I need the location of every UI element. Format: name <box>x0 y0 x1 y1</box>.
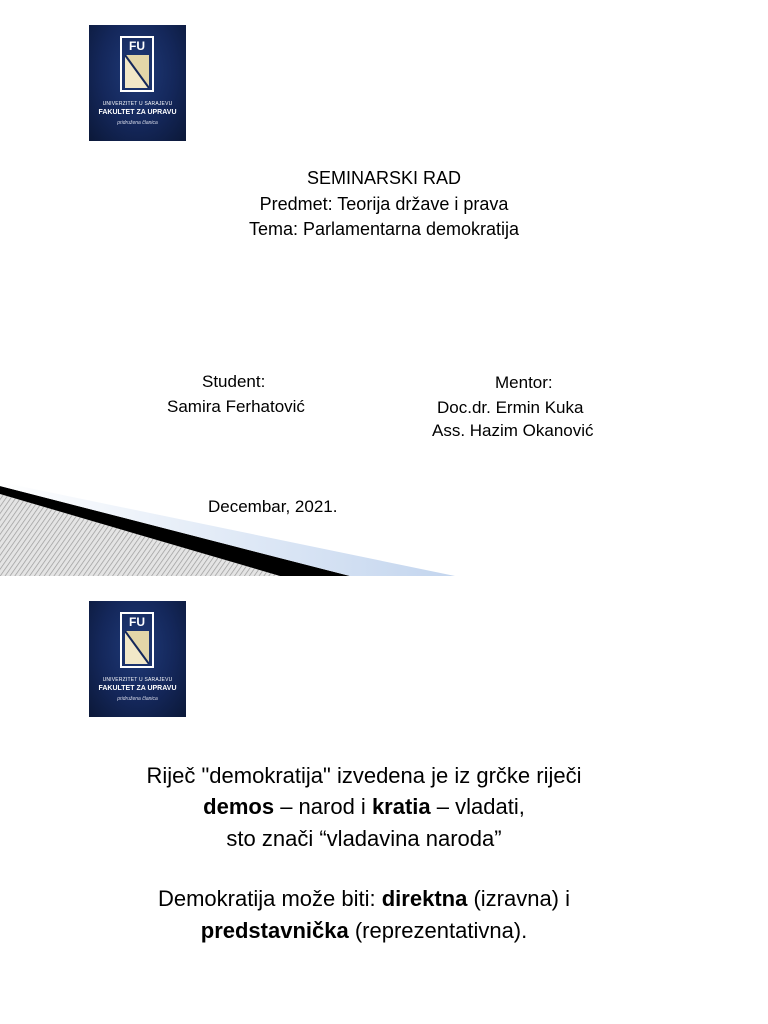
document-title: SEMINARSKI RAD <box>306 168 462 188</box>
definition-line-1: Riječ "demokratija" izvedena je iz grčke riječi <box>146 763 582 788</box>
logo-emblem <box>120 612 154 668</box>
definition-line-2 <box>0 792 728 822</box>
term-direktna: direktna <box>381 886 468 911</box>
logo-panel <box>125 55 149 88</box>
logo-faculty: FAKULTET ZA UPRAVU <box>98 109 177 116</box>
mentor-name: Doc.dr. Ermin Kuka <box>437 398 584 417</box>
mentor-label: Mentor: <box>495 373 553 392</box>
term-kratia: kratia <box>371 794 431 819</box>
types-line-1-end: (izravna) i <box>467 886 571 911</box>
student-name: Samira Ferhatović <box>167 397 305 416</box>
topic-line: Tema: Parlamentarna demokratija <box>248 219 520 239</box>
logo-letters: FU <box>129 39 145 53</box>
types-line-2-end: (reprezentativna). <box>348 918 528 943</box>
faculty-logo <box>89 601 186 717</box>
types-line-1-start: Demokratija može biti: <box>157 886 382 911</box>
definition-line-2-mid: – narod i <box>274 794 372 819</box>
logo-emblem <box>120 36 154 92</box>
logo-university: UNIVERZITET U SARAJEVU <box>102 677 173 683</box>
types-line-1 <box>0 884 728 914</box>
types-line-2 <box>0 916 728 946</box>
logo-subtitle: pridružena članica <box>117 696 158 702</box>
term-predstavnicka: predstavnička <box>200 918 349 943</box>
term-demos: demos <box>203 794 275 819</box>
content-slide <box>0 576 768 1024</box>
logo-panel <box>125 631 149 664</box>
assistant-name: Ass. Hazim Okanović <box>432 421 594 440</box>
date-line: Decembar, 2021. <box>208 497 338 516</box>
logo-subtitle: pridružena članica <box>117 120 158 126</box>
logo-letters: FU <box>129 615 145 629</box>
logo-faculty: FAKULTET ZA UPRAVU <box>98 685 177 692</box>
logo-university: UNIVERZITET U SARAJEVU <box>102 101 173 107</box>
student-label: Student: <box>202 372 266 391</box>
faculty-logo <box>89 25 186 141</box>
definition-line-3: sto znači “vladavina naroda” <box>226 826 502 851</box>
subject-line: Predmet: Teorija države i prava <box>259 194 509 214</box>
definition-line-2-end: – vladati, <box>430 794 525 819</box>
decorative-swoosh <box>0 478 460 576</box>
